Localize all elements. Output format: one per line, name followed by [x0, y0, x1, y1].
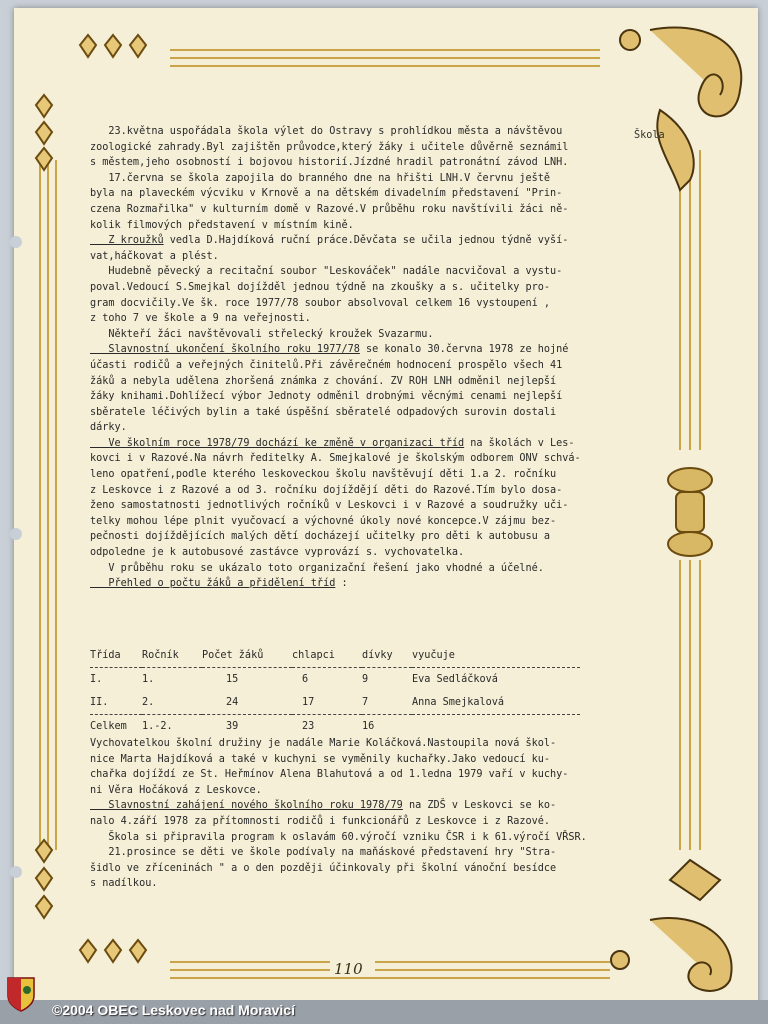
table-row — [90, 691, 580, 715]
margin-note: Škola — [634, 130, 665, 141]
page-number: 110 — [334, 960, 363, 978]
paragraph — [90, 576, 650, 592]
table-cell: 16 — [362, 715, 412, 739]
table-header: Počet žáků — [202, 650, 264, 661]
coat-of-arms-icon — [6, 976, 36, 1012]
table-header: chlapci — [292, 650, 335, 661]
table-cell: 39 — [202, 715, 292, 739]
table-cell: 7 — [362, 697, 369, 708]
table-header-row — [90, 644, 580, 668]
table-row — [90, 668, 580, 692]
paragraph — [90, 233, 650, 264]
underlined-heading: Slavnostní ukončení školního roku 1977/78 — [90, 344, 360, 356]
paragraph — [90, 736, 650, 798]
class-overview-table — [90, 644, 580, 738]
underlined-heading: Z kroužků — [90, 235, 164, 247]
paragraph-text: na ZDŠ v Leskovci se ko- nalo 4.září 1978 za přítomnosti rodičů i funkcionářů z Leskovce i z Razové. Škola si připravila program k oslavám 60.výročí vzniku ČSR i k 61.výročí VŘSR. 21.prosince se děti ve škole podívaly na maňáskové představení hry "Stra- šidlo ve zříceninách " a o den později účinkovaly při školní vánoční besídce s nadílkou. — [90, 800, 587, 890]
table-row-total — [90, 715, 580, 739]
table-header: dívky — [362, 650, 393, 661]
table-cell: 9 — [362, 668, 412, 692]
table-header: Třída — [90, 650, 121, 661]
paragraph — [90, 798, 650, 892]
table-cell — [412, 715, 580, 739]
table-cell: II. — [90, 697, 109, 708]
footer-copyright: ©2004 OBEC Leskovec nad Moravicí — [52, 1002, 295, 1018]
body-text — [90, 124, 650, 592]
table-cell: 1.-2. — [142, 715, 202, 739]
table-header: vyučuje — [412, 650, 455, 661]
underlined-heading: Přehled o počtu žáků a přidělení tříd — [90, 578, 336, 590]
table-header: Ročník — [142, 650, 179, 661]
paragraph — [90, 342, 650, 436]
underlined-heading: Ve školním roce 1978/79 dochází ke změně v organizaci tříd — [90, 437, 465, 449]
paragraph-text: se konalo 30.června 1978 ze hojné účasti rodičů a veřejných činitelů.Při závěrečném hodnocení prospělo všech 41 žáků a nebyla udělena zhoršená známka z chování. ZV ROH LNH odměnil nejlepší žáky knihami.Dohlížecí výbor Jednoty odměnil drobnými věcnými cenami nejlepší sběratele léčivých bylin a také úspěšní sběratelé odpadových surovin dostali dárky. — [90, 344, 569, 434]
paragraph-text: Hudebně pěvecký a recitační soubor "Leskováček" nadále nacvičoval a vystu- poval.Vedoucí S.Smejkal dojížděl jednou týdně na zkoušky a s. učitelky pro- gram docvičily.Ve šk. roce 1977/78 soubor absolvoval celkem 16 vystoupení , z toho 7 ve škole a 9 na veřejnosti. Někteří žáci navštěvovali střelecký kroužek Svazarmu. — [90, 266, 563, 340]
paragraph — [90, 264, 650, 342]
table-cell: 2. — [142, 697, 155, 708]
body-text-continued — [90, 736, 650, 892]
table-cell: 15 — [202, 668, 292, 692]
paragraph-text: 23.května uspořádala škola výlet do Ostravy s prohlídkou města a návštěvou zoologické zahrady.Byl zajištěn průvodce,který žáky i učitele důvěrně seznámil s městem,jeho osobností i bojovou historií.Jízdné hradil patronátní závod LNH. 17.června se škola zapojila do branného dne na hřišti LNH.V červnu ještě byla na plaveckém výcviku v Krnově a na dětském divadelním představení "Prin- czena Rozmařilka" v kulturním domě v Razové.V průběhu roku navštívili žáci ně- kolik filmových představení v místním kině. — [90, 126, 569, 231]
table-cell: 24 — [226, 697, 239, 708]
paragraph-text: na školách v Les- kovci i v Razové.Na návrh ředitelky A. Smejkalové je školským odborem ONV schvá- leno opatření,podle kterého leskoveckou školu navštěvují děti 1.a 2. ročníku z Leskovce i z Razové a od 3. ročníku dojíždějí děti do Razové.Tím bylo dosa- ženo samostatnosti jednotlivých ročníků v Leskovci i v Razové a soudružky uči- telky mohou lépe plnit vyučovací a výchovné úkoly nové koncepce.V zájmu bez- pečnosti dojíždějících malých dětí docházejí učitelky pro děti k autobusu a odpoledne je k autobusové zastávce vyprovází s. vychovatelka. V průběhu roku se ukázalo toto organizační řešení jako vhodné a účelné. — [90, 437, 581, 574]
table-cell: I. — [90, 668, 142, 692]
table-cell: Anna Smejkalová — [412, 697, 505, 708]
underlined-heading: Slavnostní zahájení nového školního roku 1978/79 — [90, 800, 403, 812]
paragraph-text: Vychovatelkou školní družiny je nadále Marie Koláčková.Nastoupila nová škol- nice Marta Hajdíková a také v kuchyni se vyměnily kuchařky.Jako vedoucí ku- chařka dojíždí ze St. Heřmínov Alena Blahutová a od 1.ledna 1979 vaří v kuchy- ni Věra Hočáková z Leskovce. — [90, 738, 569, 796]
table-cell: 1. — [142, 668, 202, 692]
paragraph — [90, 124, 650, 233]
paragraph-text: : — [335, 578, 348, 590]
table-cell: 23 — [292, 715, 362, 739]
table-cell: 17 — [302, 697, 315, 708]
paragraph — [90, 436, 650, 576]
table-cell: Celkem — [90, 715, 142, 739]
table-cell: Eva Sedláčková — [412, 668, 580, 692]
table-cell: 6 — [292, 668, 362, 692]
paragraph-text: vedla D.Hajdíková ruční práce.Děvčata se učila jednou týdně vyší- vat,háčkovat a plést. — [90, 235, 569, 262]
